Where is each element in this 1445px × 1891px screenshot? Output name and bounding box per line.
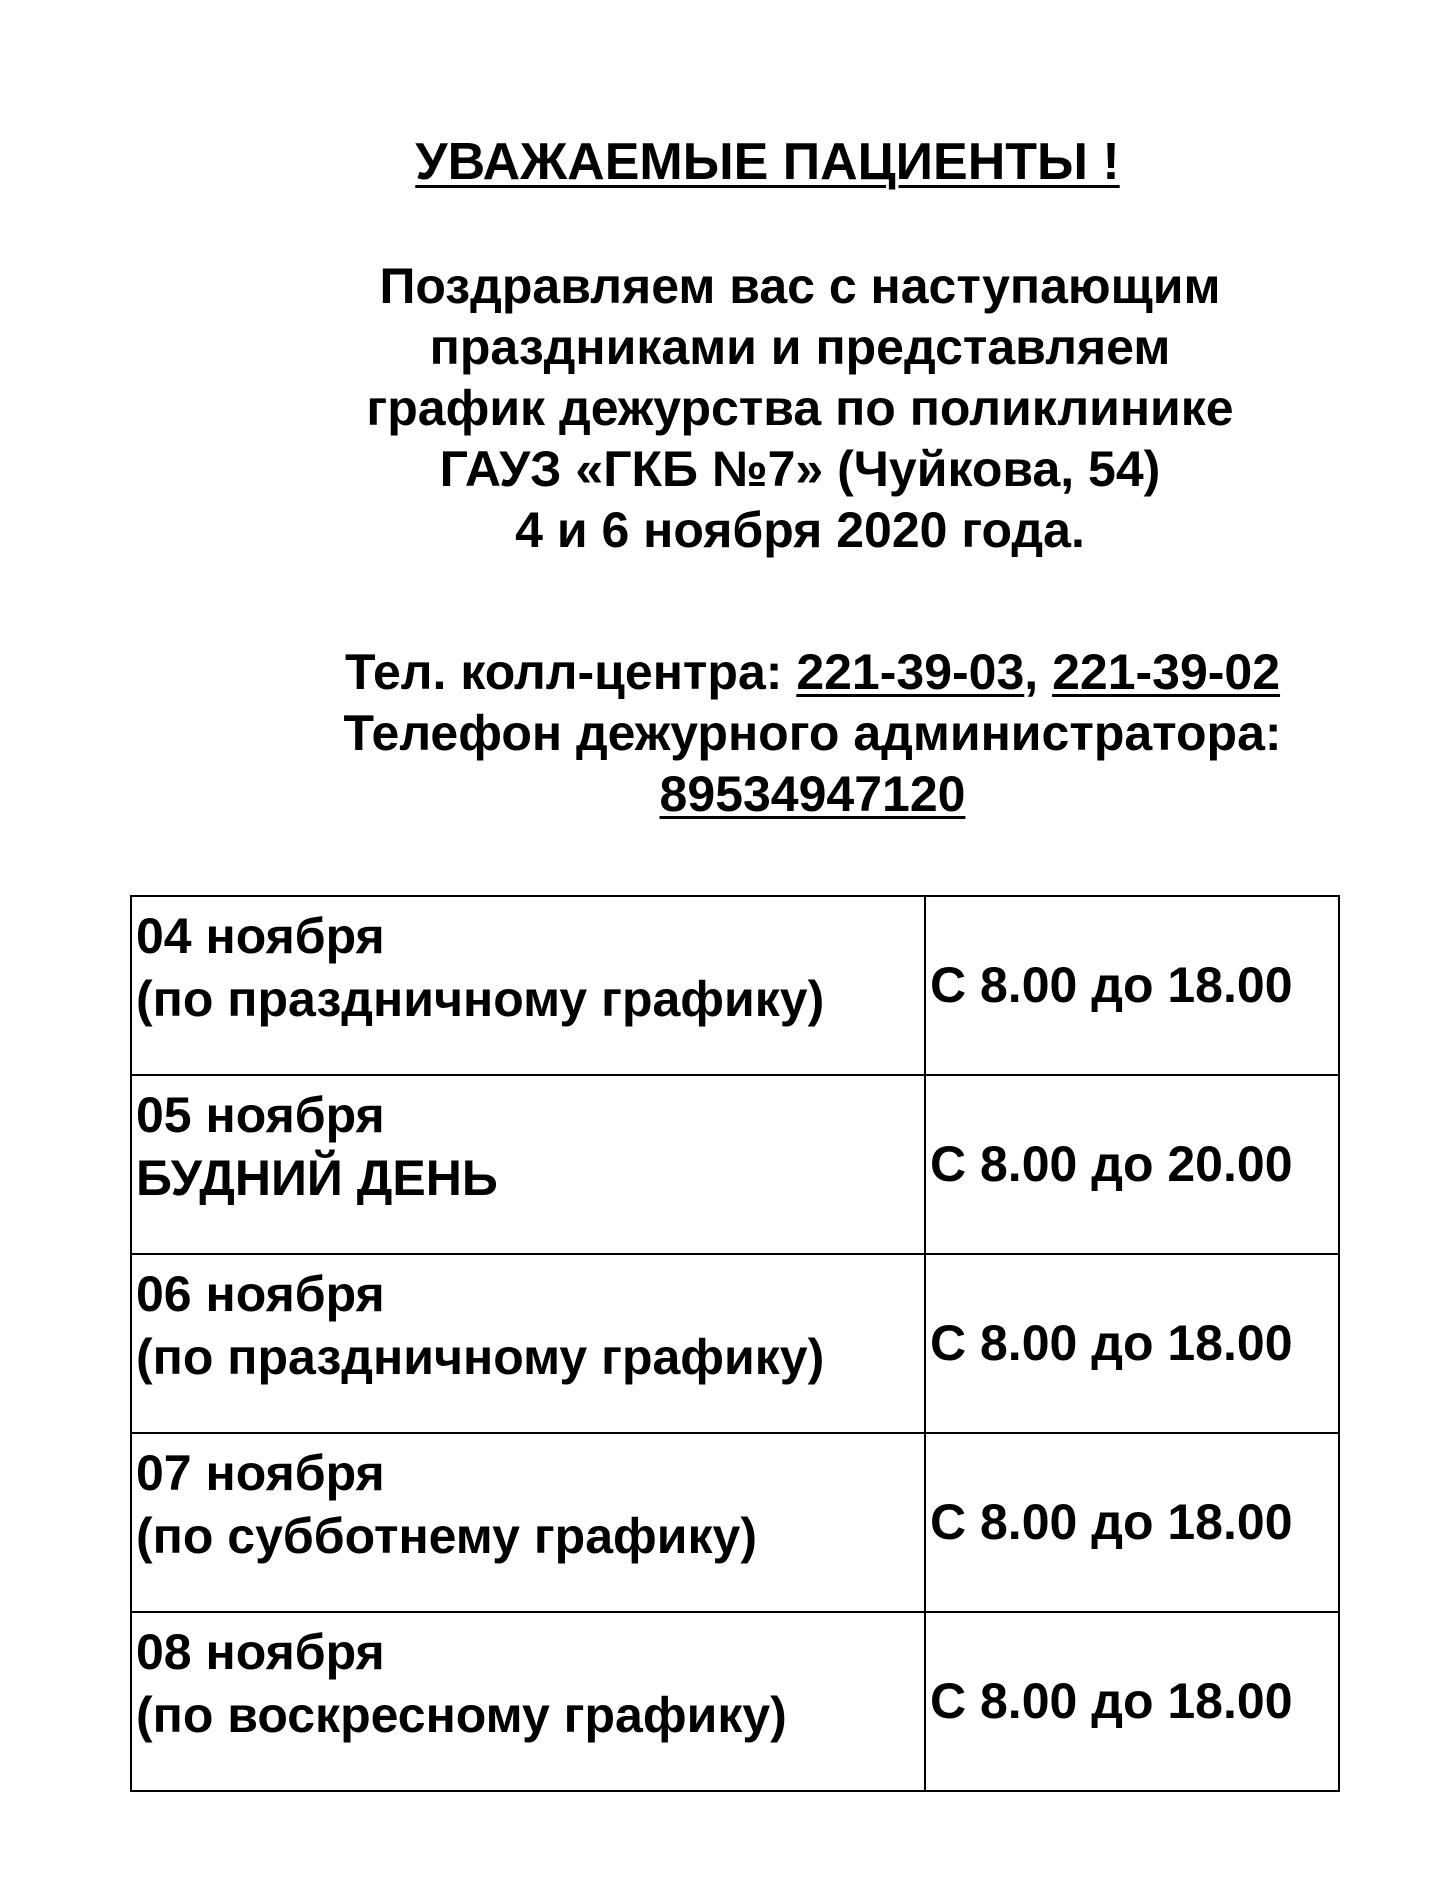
day-cell xyxy=(131,1612,925,1791)
call-center-phone-2[interactable]: 221-39-02 xyxy=(1052,644,1281,700)
admin-phone-label: Телефон дежурного администратора: xyxy=(343,705,1282,761)
day-date: 05 ноября xyxy=(136,1087,385,1143)
hours-cell: С 8.00 до 18.00 xyxy=(925,896,1339,1075)
day-note: (по праздничному графику) xyxy=(136,1329,825,1385)
table-row xyxy=(131,896,1339,1075)
call-center-phone-1[interactable]: 221-39-03 xyxy=(796,644,1025,700)
day-cell xyxy=(131,1075,925,1254)
greeting-line: график дежурства по поликлинике xyxy=(366,380,1234,436)
call-center-label: Тел. колл-центра: xyxy=(344,644,797,700)
day-cell xyxy=(131,896,925,1075)
day-note: (по праздничному графику) xyxy=(136,971,825,1027)
phone-separator: , xyxy=(1024,644,1053,700)
day-cell xyxy=(131,1254,925,1433)
table-row xyxy=(131,1254,1339,1433)
greeting-text xyxy=(0,256,1445,561)
admin-phone[interactable]: 89534947120 xyxy=(659,766,966,822)
notice-heading: УВАЖАЕМЫЕ ПАЦИЕНТЫ ! xyxy=(415,133,1120,191)
contacts-block xyxy=(0,642,1445,825)
day-date: 06 ноября xyxy=(136,1266,385,1322)
day-date: 08 ноября xyxy=(136,1624,385,1680)
greeting-line: праздниками и представляем xyxy=(429,319,1171,375)
greeting-line: ГАУЗ «ГКБ №7» (Чуйкова, 54) xyxy=(439,441,1161,497)
hours-cell: С 8.00 до 20.00 xyxy=(925,1075,1339,1254)
day-note: БУДНИЙ ДЕНЬ xyxy=(136,1150,498,1206)
day-cell xyxy=(131,1433,925,1612)
hours-cell: С 8.00 до 18.00 xyxy=(925,1433,1339,1612)
hours-cell: С 8.00 до 18.00 xyxy=(925,1254,1339,1433)
table-row xyxy=(131,1433,1339,1612)
day-note: (по воскресному графику) xyxy=(136,1687,787,1743)
day-note: (по субботнему графику) xyxy=(136,1508,757,1564)
hours-cell: С 8.00 до 18.00 xyxy=(925,1612,1339,1791)
day-date: 07 ноября xyxy=(136,1445,385,1501)
day-date: 04 ноября xyxy=(136,908,385,964)
table-row xyxy=(131,1075,1339,1254)
table-row xyxy=(131,1612,1339,1791)
call-center-line xyxy=(0,642,1445,703)
schedule-table xyxy=(130,895,1340,1792)
admin-phone-line xyxy=(0,764,1445,825)
greeting-line: Поздравляем вас с наступающим xyxy=(379,258,1221,314)
greeting-line: 4 и 6 ноября 2020 года. xyxy=(515,502,1085,558)
